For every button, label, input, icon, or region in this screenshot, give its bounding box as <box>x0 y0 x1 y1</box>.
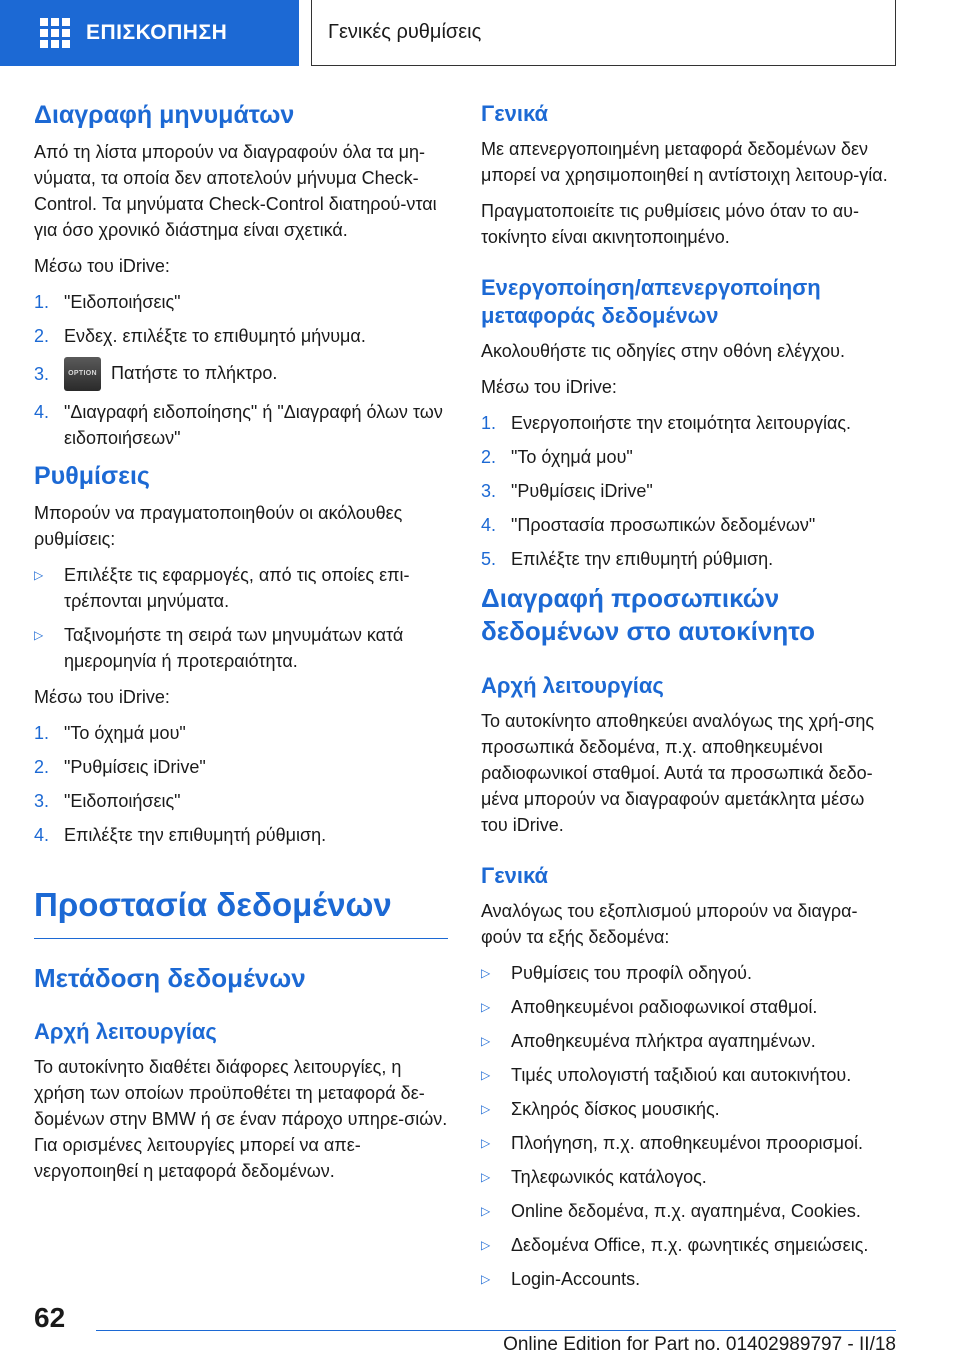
steps-list-delete <box>34 289 448 451</box>
heading-function-principle-2: Αρχή λειτουργίας <box>481 673 664 698</box>
list-item: ▷ Login-Accounts. <box>481 1266 895 1292</box>
triangle-bullet-icon: ▷ <box>481 1170 491 1184</box>
triangle-bullet-icon: ▷ <box>481 1102 491 1116</box>
paragraph-general-2: Αναλόγως του εξοπλισμού μπορούν να διαγρα-φούν τα εξής δεδομένα: <box>481 901 858 947</box>
heading-activation: Ενεργοποίηση/απενεργοποίηση μεταφοράς δεδομένων <box>481 275 821 328</box>
list-item: ▷ Αποθηκευμένα πλήκτρα αγαπημένων. <box>481 1028 895 1054</box>
paragraph-settings: Μπορούν να πραγματοποιηθούν οι ακόλουθες ρυθμίσεις: <box>34 503 403 549</box>
heading-delete-messages: Διαγραφή μηνυμάτων <box>34 101 295 129</box>
grid-menu-icon <box>40 18 70 48</box>
list-item: ▷ Πλοήγηση, π.χ. αποθηκευμένοι προορισμοί. <box>481 1130 895 1156</box>
triangle-bullet-icon: ▷ <box>481 1068 491 1082</box>
list-item: ▷ Δεδομένα Office, π.χ. φωνητικές σημειώσεις. <box>481 1232 895 1258</box>
triangle-bullet-icon: ▷ <box>481 1000 491 1014</box>
list-item: ▷ Τηλεφωνικός κατάλογος. <box>481 1164 895 1190</box>
option-key-icon: OPTION <box>64 357 101 391</box>
list-item: 4. "Προστασία προσωπικών δεδομένων" <box>481 515 816 535</box>
footer-edition-text: Online Edition for Part no. 01402989797 - II/18 <box>503 1334 896 1355</box>
triangle-bullet-icon: ▷ <box>481 1238 491 1252</box>
list-item: ▷ Αποθηκευμένοι ραδιοφωνικοί σταθμοί. <box>481 994 895 1020</box>
list-item: 1. "Ειδοποιήσεις" <box>34 292 181 312</box>
list-item: ▷ Σκληρός δίσκος μουσικής. <box>481 1096 895 1122</box>
paragraph-function-principle: Το αυτοκίνητο διαθέτει διάφορες λειτουργίες, η χρήση των οποίων προϋποθέτει τη μεταφορά δε-δομένων στην BMW ή σε έναν πάροχο υπηρε-σιών. Για ορισμένες λειτουργίες μπορεί να απε-νεργοποιηθεί η μεταφορά δεδομένων. <box>34 1057 448 1181</box>
list-item: 3. "Ειδοποιήσεις" <box>34 791 181 811</box>
heading-general-2: Γενικά <box>481 863 549 888</box>
left-column <box>34 100 448 1194</box>
triangle-bullet-icon: ▷ <box>481 966 491 980</box>
bullets-settings <box>34 562 448 674</box>
right-column <box>481 100 895 1302</box>
paragraph-delete-messages: Από τη λίστα μπορούν να διαγραφούν όλα τα μη-νύματα, τα οποία δεν αποτελούν μήνυμα Check-Control. Τα μηνύματα Check-Control διατηρού-νται για όσο χρονικό διάστημα είναι σχετικά. <box>34 142 437 240</box>
list-item: 2. "Το όχημά μου" <box>481 447 633 467</box>
heading-data-protection: Προστασία δεδομένων <box>34 886 448 939</box>
heading-delete-personal-data: Διαγραφή προσωπικών δεδομένων στο αυτοκίνητο <box>481 583 815 646</box>
list-item: 1. "Το όχημά μου" <box>34 723 186 743</box>
list-item: 3. "Ρυθμίσεις iDrive" <box>481 481 653 501</box>
list-item: ▷ Online δεδομένα, π.χ. αγαπημένα, Cookies. <box>481 1198 895 1224</box>
heading-data-transfer: Μετάδοση δεδομένων <box>34 963 306 993</box>
triangle-bullet-icon: ▷ <box>34 628 44 642</box>
bullets-deletable-data <box>481 960 895 1292</box>
paragraph-activation: Ακολουθήστε τις οδηγίες στην οθόνη ελέγχου. <box>481 341 845 361</box>
via-idrive-label: Μέσω του iDrive: <box>481 377 617 397</box>
heading-function-principle: Αρχή λειτουργίας <box>34 1019 217 1044</box>
steps-list-settings <box>34 720 448 848</box>
via-idrive-label: Μέσω του iDrive: <box>34 687 170 707</box>
list-item: 2. "Ρυθμίσεις iDrive" <box>34 757 206 777</box>
section-tab[interactable] <box>311 0 896 66</box>
footer-divider <box>96 1330 896 1331</box>
list-item: 3. OPTION Πατήστε το πλήκτρο. <box>34 357 448 391</box>
paragraph-function-principle-2: Το αυτοκίνητο αποθηκεύει αναλόγως της χρή-σης προσωπικά δεδομένα, π.χ. αποθηκευμένοι ραδιοφωνικοί σταθμοί. Αυτά τα προσωπικά δεδο-μένα μπορούν να διαγραφούν αμετάκλητα μέσω του iDrive. <box>481 711 875 835</box>
list-item: 1. Ενεργοποιήστε την ετοιμότητα λειτουργίας. <box>481 413 852 433</box>
via-idrive-label: Μέσω του iDrive: <box>34 256 170 276</box>
heading-settings: Ρυθμίσεις <box>34 462 150 490</box>
list-item: ▷ Ρυθμίσεις του προφίλ οδηγού. <box>481 960 895 986</box>
list-item: 4. Επιλέξτε την επιθυμητή ρύθμιση. <box>34 825 327 845</box>
steps-list-activation <box>481 410 895 572</box>
list-item: 5. Επιλέξτε την επιθυμητή ρύθμιση. <box>481 549 774 569</box>
list-item: 4. "Διαγραφή ειδοποίησης" ή "Διαγραφή όλων των ειδοποιήσεων" <box>34 402 443 448</box>
section-tab-label: Γενικές ρυθμίσεις <box>328 21 482 43</box>
list-item: 2. Ενδεχ. επιλέξτε το επιθυμητό μήνυμα. <box>34 326 366 346</box>
triangle-bullet-icon: ▷ <box>481 1034 491 1048</box>
triangle-bullet-icon: ▷ <box>481 1136 491 1150</box>
page-header <box>0 0 960 66</box>
triangle-bullet-icon: ▷ <box>481 1272 491 1286</box>
paragraph-general-a: Με απενεργοποιημένη μεταφορά δεδομένων δεν μπορεί να χρησιμοποιηθεί η αντίστοιχη λειτουρ-γία. <box>481 139 888 185</box>
page-number: 62 <box>34 1302 66 1333</box>
triangle-bullet-icon: ▷ <box>481 1204 491 1218</box>
list-item: ▷ Ταξινομήστε τη σειρά των μηνυμάτων κατά ημερομηνία ή προτεραιότητα. <box>34 622 448 674</box>
list-item: ▷ Επιλέξτε τις εφαρμογές, από τις οποίες επι-τρέπονται μηνύματα. <box>34 562 448 614</box>
heading-general: Γενικά <box>481 101 549 126</box>
overview-tab-label: ΕΠΙΣΚΟΠΗΣΗ <box>86 21 228 44</box>
paragraph-general-b: Πραγματοποιείτε τις ρυθμίσεις μόνο όταν το αυ-τοκίνητο είναι ακινητοποιημένο. <box>481 201 859 247</box>
triangle-bullet-icon: ▷ <box>34 568 44 582</box>
overview-tab[interactable] <box>0 0 299 66</box>
list-item: ▷ Τιμές υπολογιστή ταξιδιού και αυτοκινήτου. <box>481 1062 895 1088</box>
